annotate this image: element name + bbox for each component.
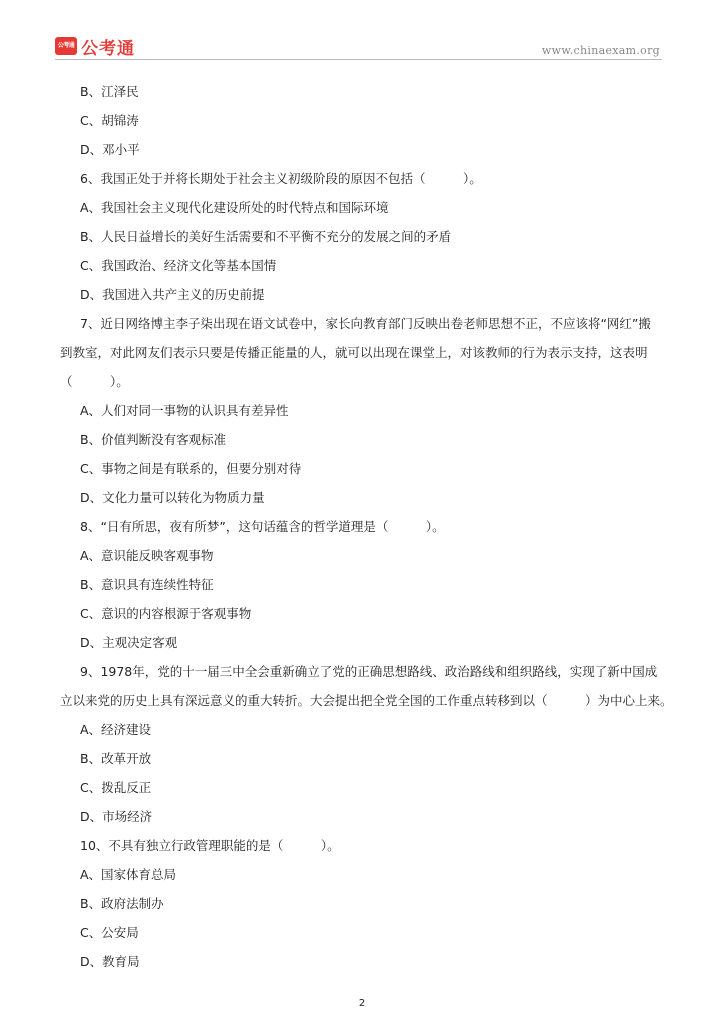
answer-option: D、我国进入共产主义的历史前提: [80, 287, 265, 302]
answer-option: B、价值判断没有客观标准: [80, 432, 227, 447]
answer-option: B、人民日益增长的美好生活需要和不平衡不充分的发展之间的矛盾: [80, 229, 452, 244]
answer-option: A、意识能反映客观事物: [80, 548, 214, 563]
answer-option: A、经济建设: [80, 722, 152, 737]
question-text: 7、近日网络博主李子柒出现在语文试卷中，家长向教育部门反映出卷老师思想不正，不应该将“网红”搬: [80, 316, 651, 331]
answer-option: B、意识具有连续性特征: [80, 577, 214, 592]
answer-option: D、市场经济: [80, 809, 153, 824]
question-text: 6、我国正处于并将长期处于社会主义初级阶段的原因不包括（ ）。: [80, 171, 482, 186]
answer-option: A、我国社会主义现代化建设所处的时代特点和国际环境: [80, 200, 389, 215]
answer-option: D、邓小平: [80, 142, 140, 157]
answer-option: D、文化力量可以转化为物质力量: [80, 490, 265, 505]
site-url-link[interactable]: www.chinaexam.org: [541, 44, 660, 57]
answer-option: B、政府法制办: [80, 896, 164, 911]
answer-option: C、公安局: [80, 925, 139, 940]
answer-option: C、拨乱反正: [80, 780, 152, 795]
answer-option: A、人们对同一事物的认识具有差异性: [80, 403, 289, 418]
page-number: 2: [358, 998, 366, 1009]
logo-text: 公考通: [81, 38, 135, 59]
answer-option: B、改革开放: [80, 751, 152, 766]
answer-option: C、意识的内容根源于客观事物: [80, 606, 252, 621]
answer-option: A、国家体育总局: [80, 867, 177, 882]
answer-option: D、主观决定客观: [80, 635, 178, 650]
question-text-continued: 立以来党的历史上具有深远意义的重大转折。大会提出把全党全国的工作重点转移到以（ ）为中心上来。: [60, 693, 673, 708]
question-text: 9、1978年，党的十一届三中全会重新确立了党的正确思想路线、政治路线和组织路线，实现了新中国成: [80, 664, 658, 679]
question-text: 8、“日有所思，夜有所梦”，这句话蕴含的哲学道理是（ ）。: [80, 519, 445, 534]
answer-option: B、江泽民: [80, 84, 139, 99]
question-content: [60, 77, 672, 976]
page-header: [0, 0, 724, 62]
header-divider: [55, 59, 662, 60]
answer-option: C、胡锦涛: [80, 113, 139, 128]
question-text: 10、不具有独立行政管理职能的是（ ）。: [80, 838, 340, 853]
answer-option: C、我国政治、经济文化等基本国情: [80, 258, 277, 273]
question-text-continued: （ ）。: [60, 374, 129, 389]
question-text-continued: 到教室，对此网友们表示只要是传播正能量的人，就可以出现在课堂上，对该教师的行为表示支持，这表明: [60, 345, 648, 360]
logo-badge-icon: 公考通: [55, 37, 77, 55]
answer-option: C、事物之间是有联系的，但要分别对待: [80, 461, 302, 476]
answer-option: D、教育局: [80, 954, 140, 969]
brand-logo[interactable]: [55, 35, 135, 57]
